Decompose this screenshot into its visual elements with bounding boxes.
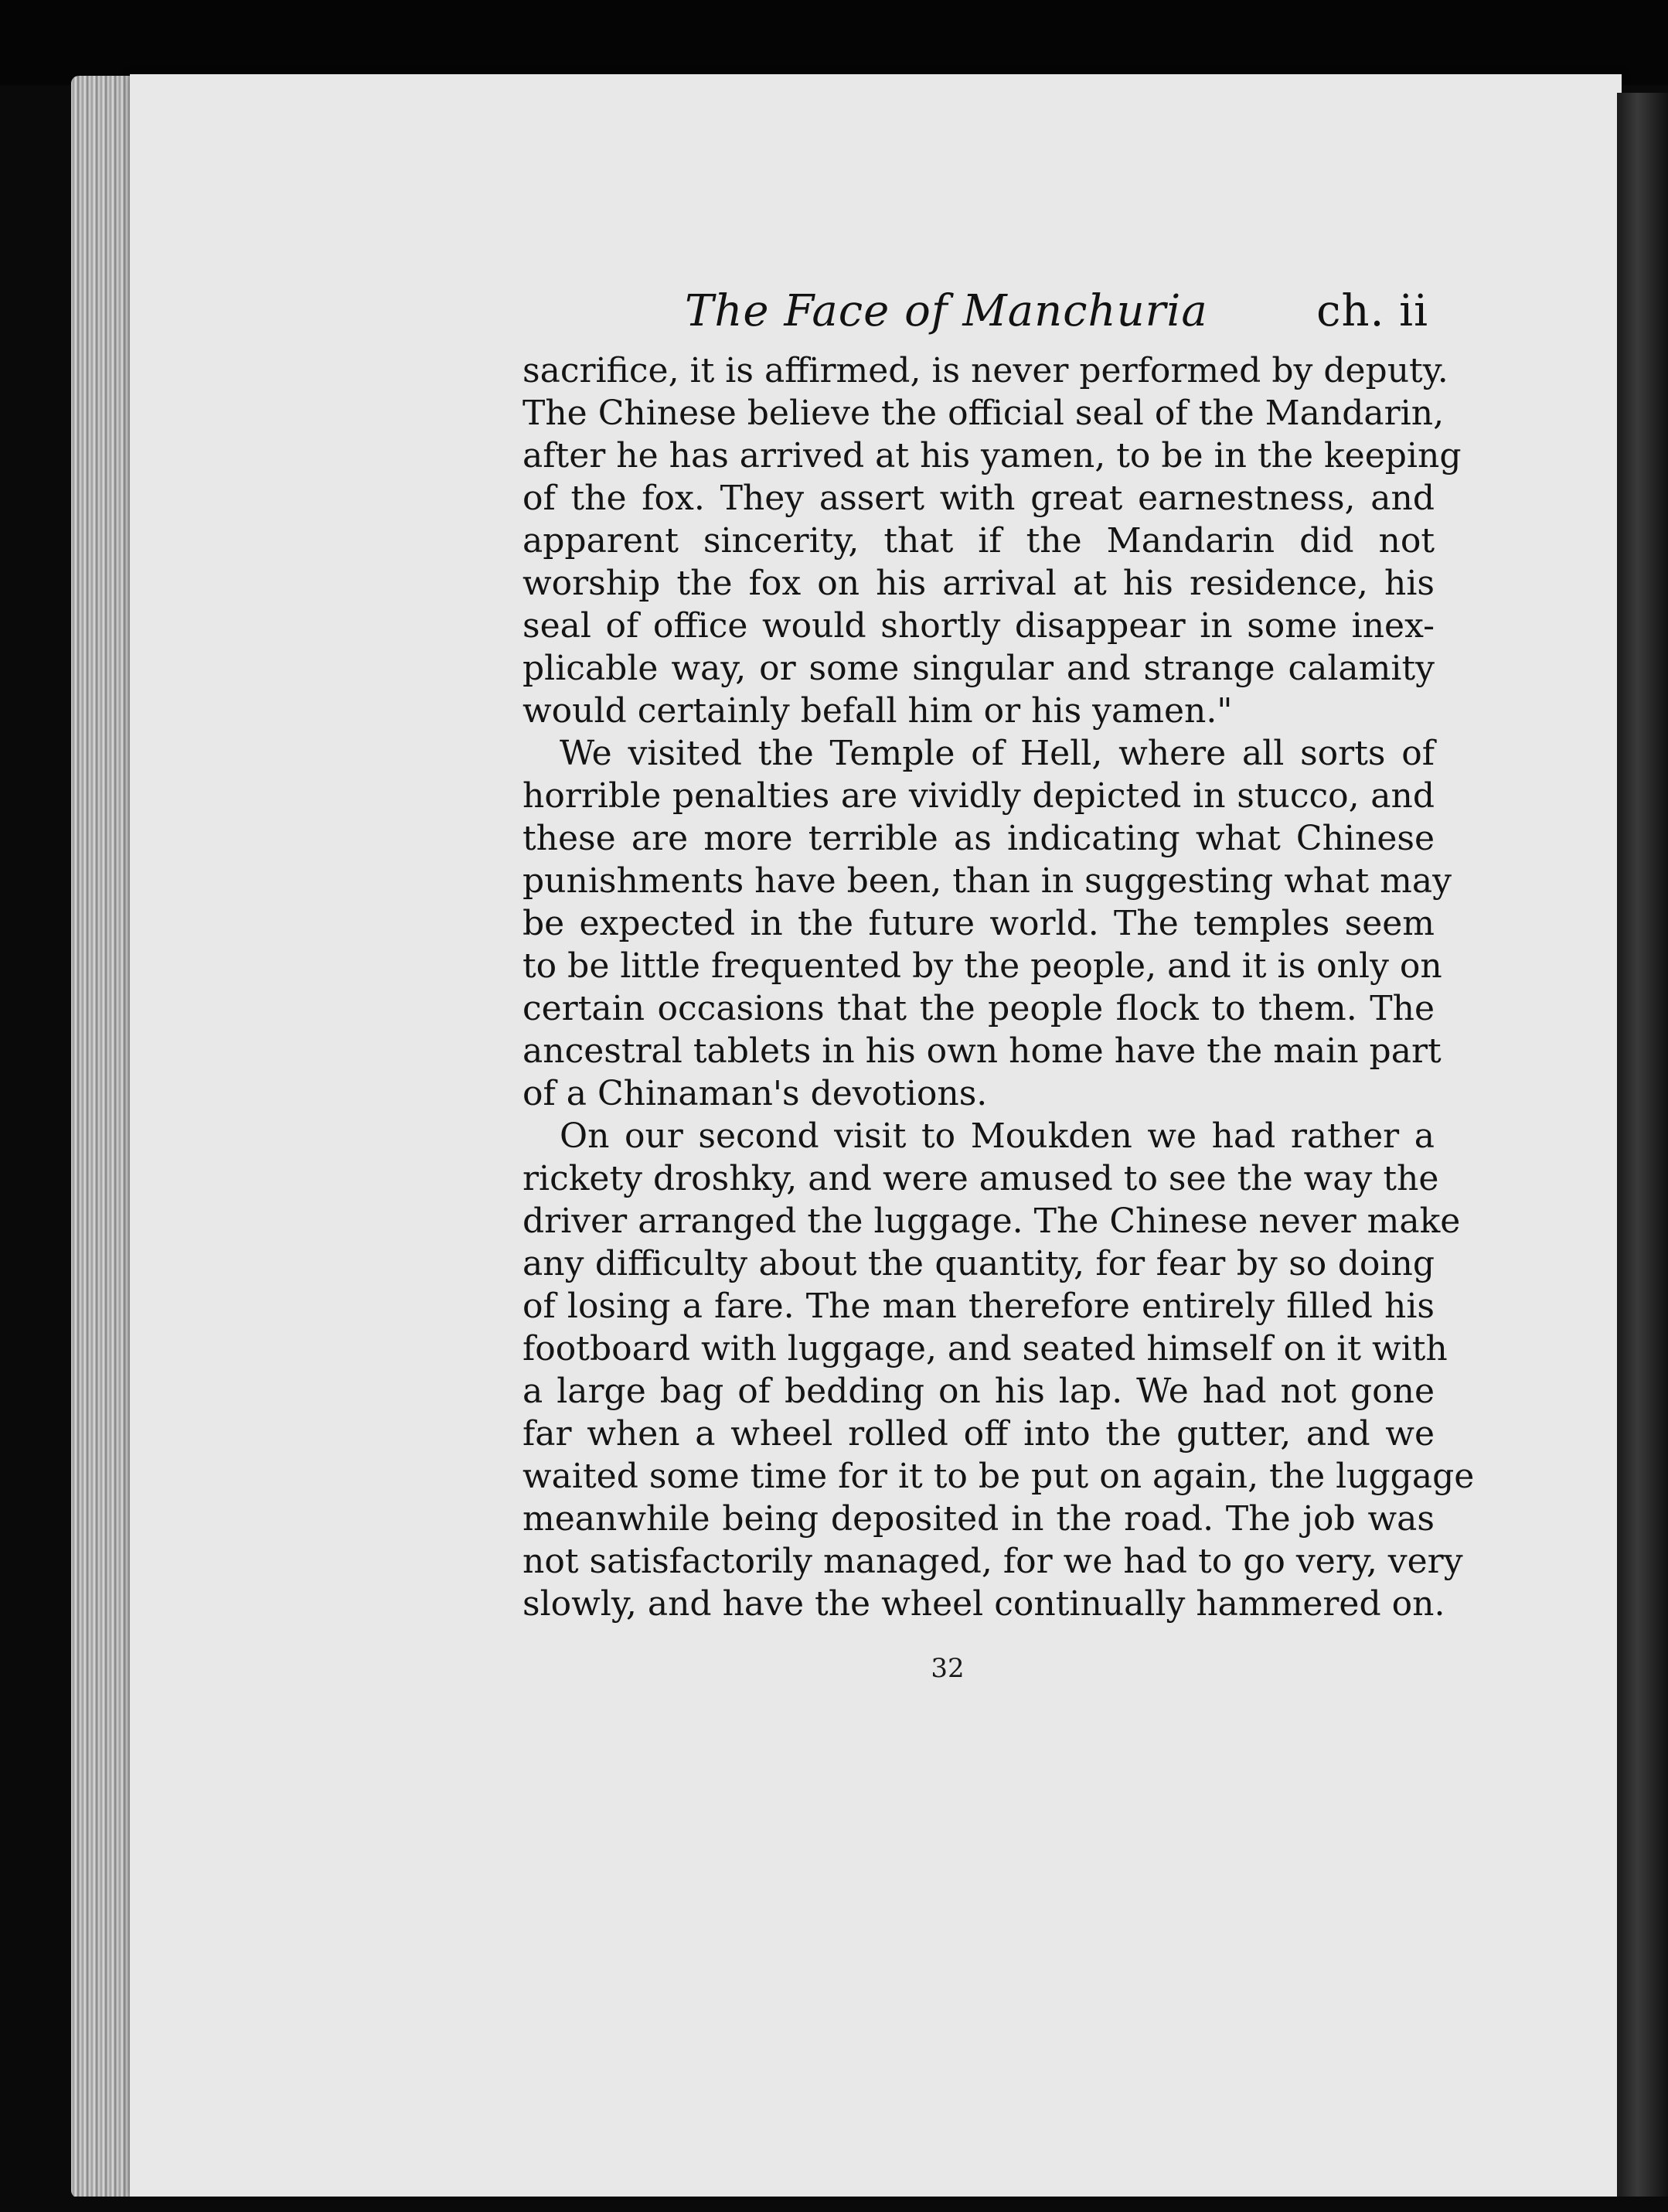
body-text [523,349,1475,1625]
text-line: The Chinese believe the official seal of the Mandarin, [523,394,1445,433]
text-line: far when a wheel rolled off into the gutter, and we [523,1414,1435,1454]
text-line: footboard with luggage, and seated himself on it with [523,1329,1448,1368]
text-line: worship the fox on his arrival at his residence, his [523,564,1435,603]
text-line: apparent sincerity, that if the Mandarin did not [523,521,1435,561]
text-line: slowly, and have the wheel continually hammered on. [523,1584,1445,1624]
text-line: seal of office would shortly disappear in some inex- [523,606,1435,646]
text-line: punishments have been, than in suggesting what may [523,861,1452,901]
binding-shadow [1617,93,1668,2212]
text-line: after he has arrived at his yamen, to be in the keeping [523,436,1462,475]
text-line: We visited the Temple of Hell, where all sorts of [560,734,1435,773]
page-number: 32 [931,1653,965,1684]
text-line: horrible penalties are vividly depicted in stucco, and [523,776,1435,816]
text-line: of losing a fare. The man therefore entirely filled his [523,1287,1435,1326]
scan-bottom-edge [0,2197,1668,2212]
text-line: sacrifice, it is affirmed, is never performed by deputy. [523,351,1448,390]
text-line: On our second visit to Moukden we had rather a [560,1116,1435,1156]
text-line: any difficulty about the quantity, for fear by so doing [523,1244,1435,1283]
text-line: ancestral tablets in his own home have the main part [523,1031,1442,1071]
text-line: a large bag of bedding on his lap. We had not gone [523,1372,1435,1411]
text-line: not satisfactorily managed, for we had to go very, very [523,1542,1463,1581]
text-line: these are more terrible as indicating what Chinese [523,819,1435,858]
text-line: to be little frequented by the people, and it is only on [523,946,1442,986]
text-line: rickety droshky, and were amused to see the way the [523,1159,1439,1198]
running-head-title: The Face of Manchuria [685,286,1208,336]
text-line: of the fox. They assert with great earnestness, and [523,479,1435,518]
text-line: would certainly befall him or his yamen." [523,691,1233,731]
text-line: driver arranged the luggage. The Chinese never make [523,1201,1461,1241]
text-line: be expected in the future world. The temples seem [523,904,1435,943]
running-head-chapter: ch. ii [1316,286,1428,336]
running-head [523,286,1428,356]
scan-top-shadow [0,0,1668,85]
text-line: of a Chinaman's devotions. [523,1074,988,1113]
text-line: waited some time for it to be put on again, the luggage [523,1457,1475,1496]
text-line: plicable way, or some singular and strange calamity [523,649,1435,688]
text-line: certain occasions that the people flock to them. The [523,989,1435,1028]
text-line: meanwhile being deposited in the road. The job was [523,1499,1435,1539]
